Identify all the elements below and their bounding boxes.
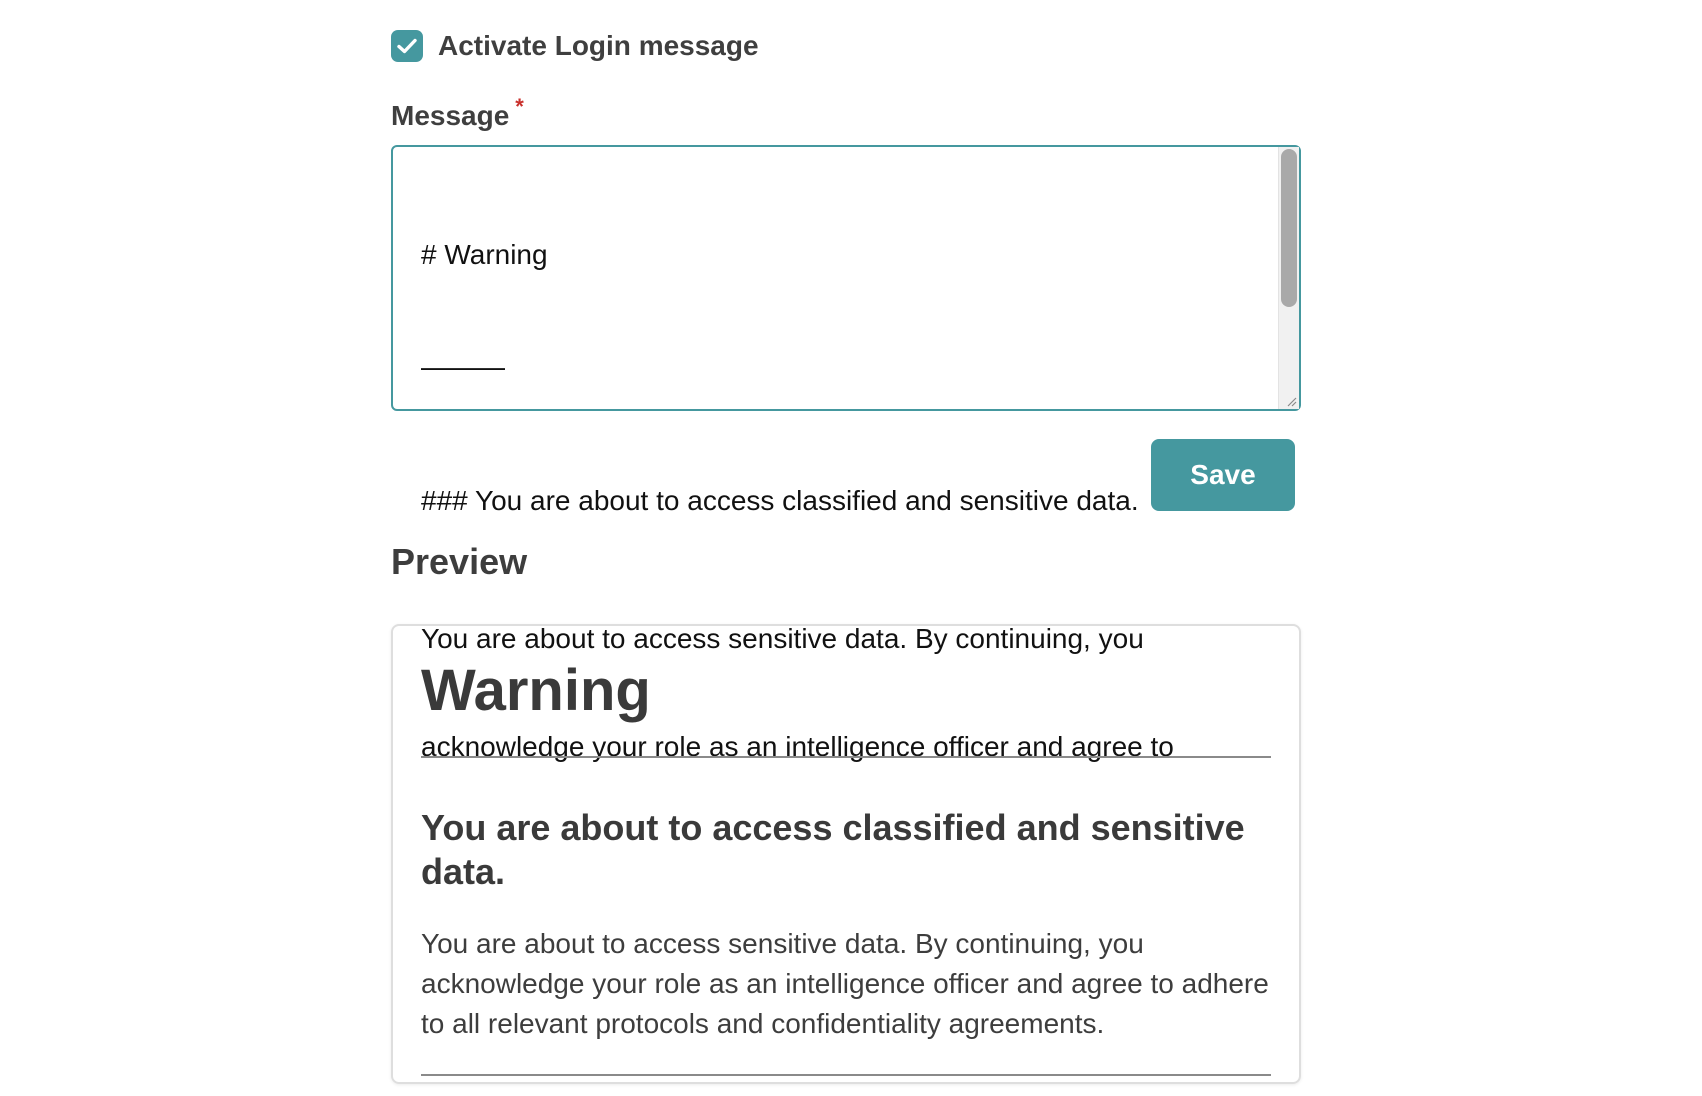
preview-divider bbox=[421, 756, 1271, 758]
save-button[interactable]: Save bbox=[1151, 439, 1295, 511]
message-label-text: Message bbox=[391, 100, 510, 131]
preview-box bbox=[391, 624, 1301, 1084]
textarea-line: ——— bbox=[421, 351, 505, 382]
login-message-settings bbox=[391, 28, 1301, 1084]
textarea-line: ### You are about to access classified and sensitive data. bbox=[421, 485, 1139, 516]
activate-login-message-label: Activate Login message bbox=[438, 30, 759, 61]
activate-login-message-row[interactable] bbox=[391, 28, 1301, 64]
preview-title: Warning bbox=[421, 658, 651, 723]
preview-paragraph: You are about to access sensitive data. By continuing, you acknowledge your role as an intelligence officer and agree to adhere to all relevant protocols and confidentiality agreements. bbox=[421, 928, 1269, 1039]
textarea-line: acknowledge your role as an intelligence officer and agree to bbox=[421, 731, 1174, 762]
scrollbar-thumb[interactable] bbox=[1281, 149, 1297, 307]
message-field-label bbox=[391, 94, 1301, 140]
preview-heading: Preview bbox=[391, 541, 528, 582]
preview-subtitle: You are about to access classified and sensitive data. bbox=[421, 807, 1245, 892]
textarea-scrollbar[interactable] bbox=[1278, 147, 1299, 409]
textarea-line: # Warning bbox=[421, 239, 548, 270]
activate-login-message-checkbox[interactable] bbox=[391, 30, 423, 62]
required-marker: * bbox=[515, 94, 524, 119]
preview-divider-bottom bbox=[421, 1074, 1271, 1076]
check-icon bbox=[397, 38, 417, 54]
resize-handle-icon[interactable] bbox=[1285, 395, 1297, 407]
textarea-line: You are about to access sensitive data. By continuing, you bbox=[421, 623, 1144, 654]
